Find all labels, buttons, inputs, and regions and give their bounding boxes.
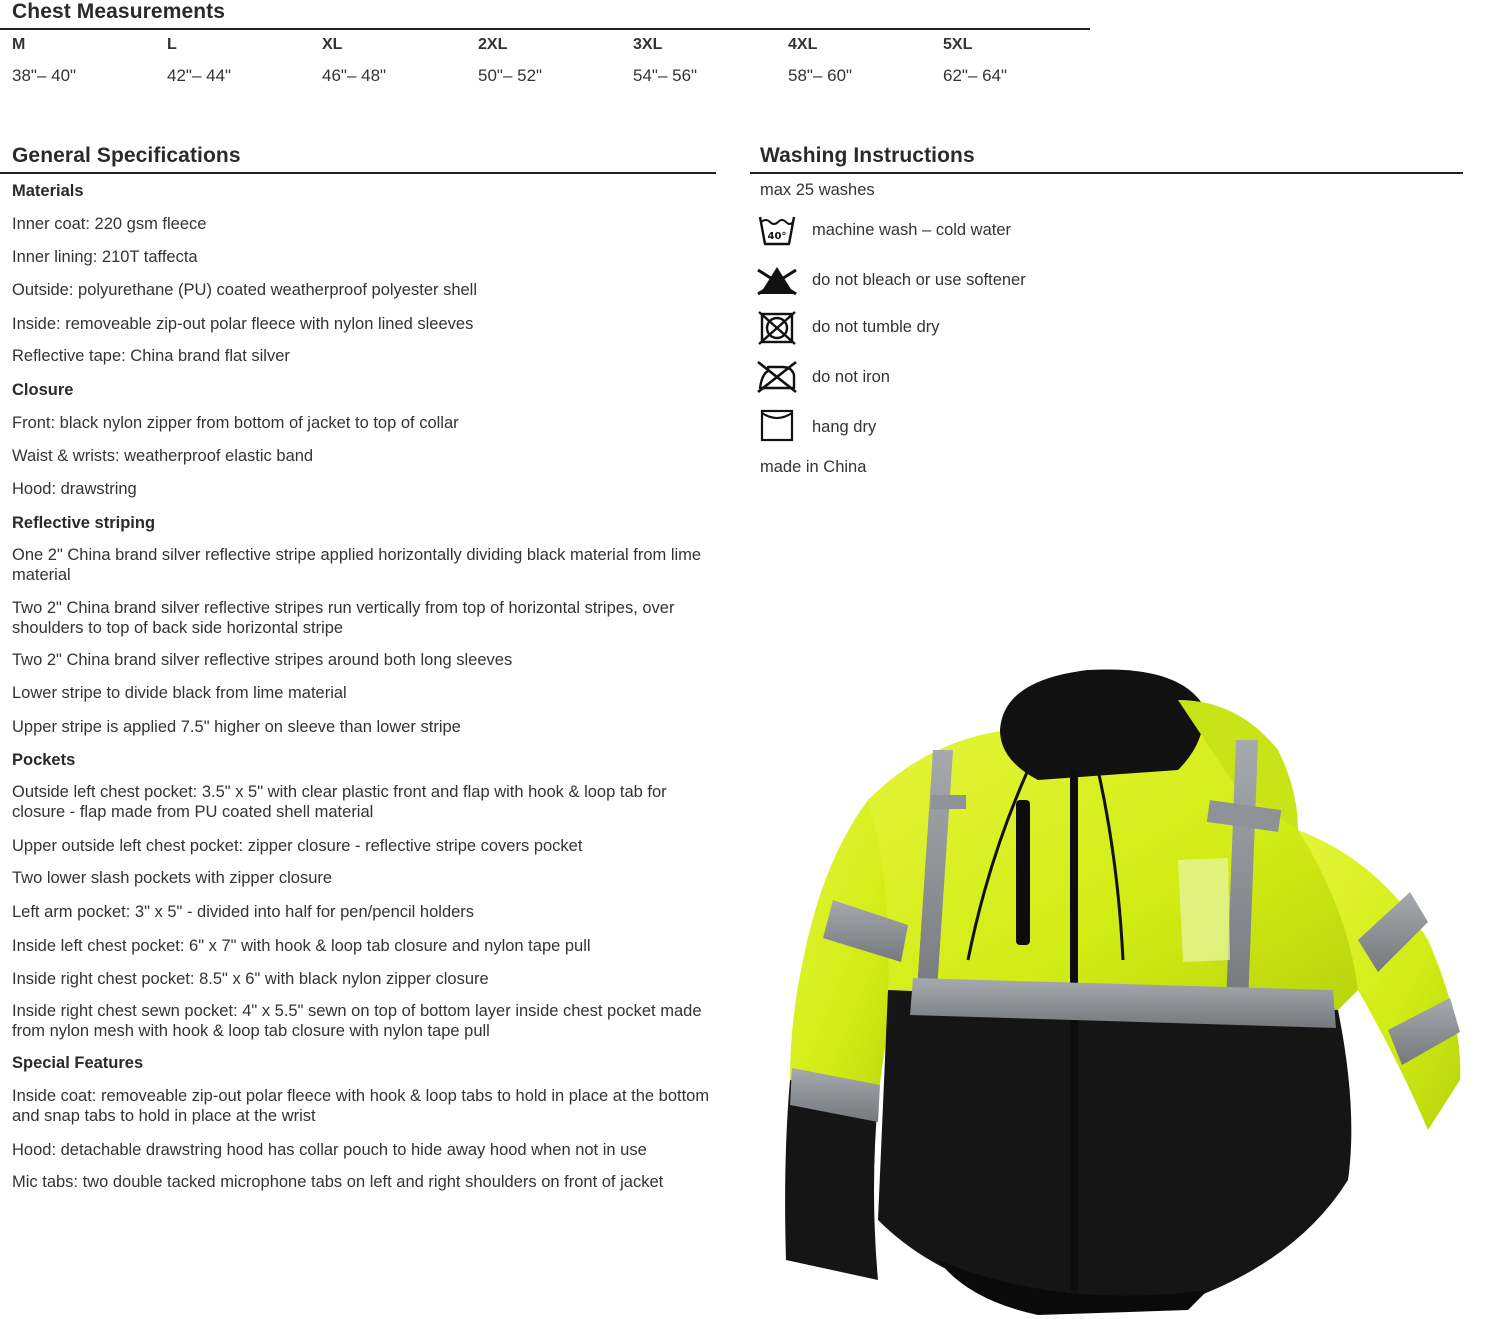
special-features-heading: Special Features	[12, 1054, 144, 1072]
pockets-heading: Pockets	[12, 751, 76, 769]
spec-item: Mic tabs: two double tacked microphone tabs on left and right shoulders on front of jacket	[12, 1173, 664, 1191]
chest-measurements-title: Chest Measurements	[12, 0, 226, 23]
care-label-no-tumble-dry: do not tumble dry	[812, 318, 940, 336]
wash-40-icon	[756, 214, 798, 248]
size-label: 3XL	[633, 36, 663, 53]
spec-item: Reflective tape: China brand flat silver	[12, 347, 290, 365]
size-label: XL	[322, 36, 343, 53]
jacket-image	[738, 660, 1487, 1319]
spec-item: Upper outside left chest pocket: zipper closure - reflective stripe covers pocket	[12, 837, 583, 855]
reflective-striping-heading: Reflective striping	[12, 514, 156, 532]
spec-item: Inside right chest pocket: 8.5" x 6" with black nylon zipper closure	[12, 970, 489, 988]
spec-item: Outside left chest pocket: 3.5" x 5" with clear plastic front and flap with hook & loop tab for closure - flap made from PU coated shell material	[12, 783, 667, 821]
spec-item: Lower stripe to divide black from lime material	[12, 684, 347, 702]
no-tumble-dry-icon	[756, 311, 798, 345]
spec-item: Left arm pocket: 3" x 5" - divided into half for pen/pencil holders	[12, 903, 475, 921]
chest-divider	[0, 28, 1090, 30]
spec-item: Inside coat: removeable zip-out polar fleece with hook & loop tabs to hold in place at the bottom and snap tabs to hold in place at the wrist	[12, 1087, 710, 1125]
washing-divider	[750, 172, 1463, 174]
size-label: M	[12, 36, 26, 53]
hang-dry-icon	[756, 409, 798, 443]
spec-item: Inner lining: 210T taffecta	[12, 248, 198, 266]
no-iron-icon	[756, 360, 798, 394]
spec-item: Two 2" China brand silver reflective stripes run vertically from top of horizontal stripes, over shoulders to top of back side horizontal stripe	[12, 599, 675, 637]
spec-item: Hood: detachable drawstring hood has collar pouch to hide away hood when not in use	[12, 1141, 647, 1159]
spec-item: Front: black nylon zipper from bottom of jacket to top of collar	[12, 414, 459, 432]
care-label-hang-dry: hang dry	[812, 418, 877, 436]
size-label: 4XL	[788, 36, 818, 53]
general-specifications-title: General Specifications	[12, 144, 241, 167]
spec-item: Inside right chest sewn pocket: 4" x 5.5" sewn on top of bottom layer inside chest pocket made from nylon mesh with hook & loop tab closure with nylon tape pull	[12, 1002, 702, 1040]
spec-item: Outside: polyurethane (PU) coated weatherproof polyester shell	[12, 281, 478, 299]
spec-item: Waist & wrists: weatherproof elastic band	[12, 447, 314, 465]
spec-item: Upper stripe is applied 7.5" higher on sleeve than lower stripe	[12, 718, 461, 736]
specs-divider	[0, 172, 716, 174]
no-bleach-icon	[756, 264, 798, 298]
size-range: 38"– 40"	[12, 66, 77, 85]
size-label: 2XL	[478, 36, 508, 53]
spec-item: Two 2" China brand silver reflective stripes around both long sleeves	[12, 651, 513, 669]
size-range: 54"– 56"	[633, 66, 698, 85]
max-washes-text: max 25 washes	[760, 181, 875, 199]
spec-item: Inside: removeable zip-out polar fleece with nylon lined sleeves	[12, 315, 474, 333]
care-label-no-iron: do not iron	[812, 368, 890, 386]
size-range: 50"– 52"	[478, 66, 543, 85]
size-label: 5XL	[943, 36, 973, 53]
size-range: 58"– 60"	[788, 66, 853, 85]
spec-item: One 2" China brand silver reflective stripe applied horizontally dividing black material from lime material	[12, 546, 702, 584]
origin-text: made in China	[760, 458, 867, 476]
closure-heading: Closure	[12, 381, 74, 399]
care-label-wash: machine wash – cold water	[812, 221, 1012, 239]
washing-instructions-title: Washing Instructions	[760, 144, 975, 167]
size-range: 62"– 64"	[943, 66, 1008, 85]
spec-item: Hood: drawstring	[12, 480, 137, 498]
size-range: 42"– 44"	[167, 66, 232, 85]
spec-item: Two lower slash pockets with zipper closure	[12, 869, 333, 887]
size-label: L	[167, 36, 177, 53]
size-range: 46"– 48"	[322, 66, 387, 85]
spec-item: Inner coat: 220 gsm fleece	[12, 215, 207, 233]
care-label-no-bleach: do not bleach or use softener	[812, 271, 1026, 289]
materials-heading: Materials	[12, 182, 84, 200]
wash-temp-label: 40°	[767, 231, 787, 242]
spec-item: Inside left chest pocket: 6" x 7" with hook & loop tab closure and nylon tape pull	[12, 937, 591, 955]
